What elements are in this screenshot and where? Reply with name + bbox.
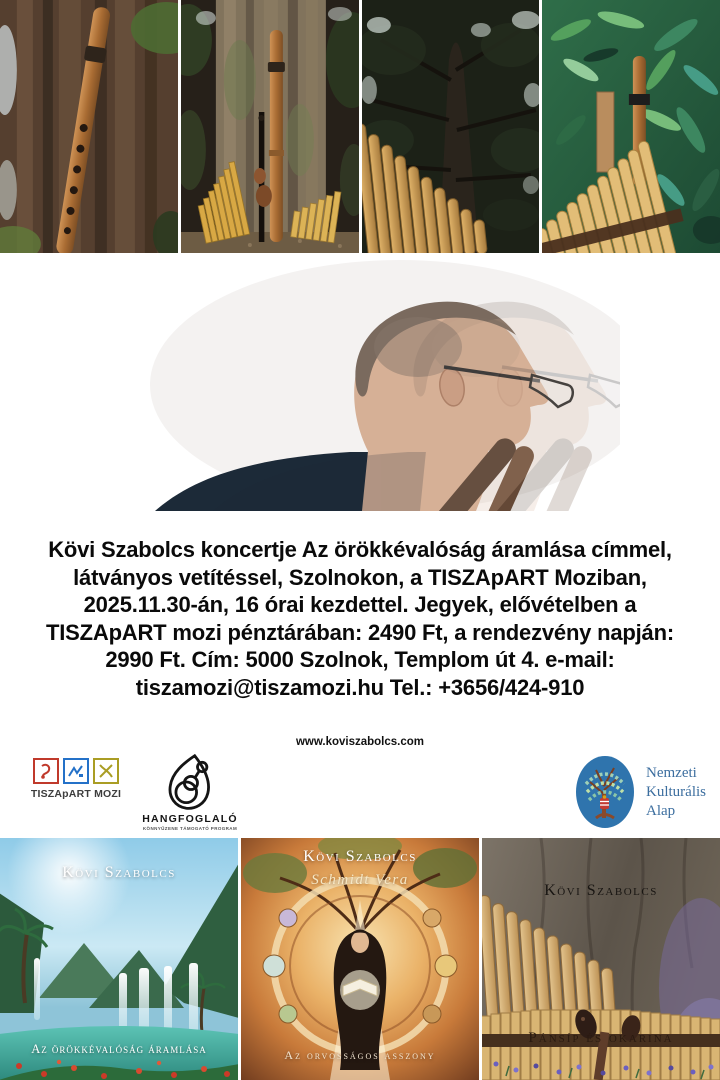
announcement-line: 2025.11.30-án, 16 órai kezdettel. Jegyek, elővételben a [83,592,637,617]
announcement-line: Kövi Szabolcs koncertje Az örökkévalóság áramlása címmel, [48,537,672,562]
hangfoglalo-logo-sublabel: KÖNNYŰZENE TÁMOGATÓ PROGRAM [142,826,238,831]
album2-title: Az orvosságos asszony [284,1048,436,1062]
album-cover-orvossagos-asszony [241,838,479,1080]
photo-panflute-in-bamboo [542,0,720,253]
photo-flute-on-redwood [0,0,178,253]
photo-flutes-at-tree-base [181,0,359,253]
nka-logo-text [646,764,706,821]
album3-artist: Kövi Szabolcs [544,882,658,899]
announcement-line: TISZApART mozi pénztárában: 2490 Ft, a rendezvény napján: [46,619,674,645]
sponsor-logos-row [0,752,720,836]
announcement-line: 2990 Ft. Cím: 5000 Szolnok, Templom út 4. e-mail: [105,647,615,672]
portrait-flute-player [0,253,720,511]
tiszapart-mozi-logo [18,758,134,800]
tiszapart-olive-square-icon [93,758,119,784]
album1-title: Az örökkévalóság áramlása [31,1042,207,1056]
nka-text-line1: Nemzeti [646,764,697,781]
hangfoglalo-logo [140,752,240,831]
photo-panpipes-under-canopy [362,0,540,253]
announcement-text [0,536,720,701]
nka-logo [574,754,706,830]
tiszapart-logo-squares [18,758,134,784]
album1-artist: Kövi Szabolcs [62,864,176,881]
nka-text-line3: Alap [646,802,676,819]
album2-artist2: Schmidt Vera [311,872,409,888]
album-covers-row [0,838,720,1080]
hangfoglalo-logo-label: HANGFOGLALÓ [142,813,238,825]
album-cover-pansip-es-okarina [482,838,720,1080]
announcement-line: látványos vetítéssel, Szolnokon, a TISZApART Moziban, [73,564,647,590]
announcement-line: tiszamozi@tiszamozi.hu Tel.: +3656/424-910 [135,674,585,700]
tiszapart-blue-square-icon [63,758,89,784]
album3-title: Pánsíp és okarina [528,1030,674,1046]
hangfoglalo-pick-icon [163,752,217,812]
tiszapart-red-square-icon [33,758,59,784]
nka-tree-icon [574,754,636,830]
album-cover-orokkevalosag [0,838,238,1080]
nka-text-line2: Kulturális [646,783,706,800]
album2-artist: Kövi Szabolcs [303,848,417,865]
top-photo-strip [0,0,720,253]
website-url: www.koviszabolcs.com [295,736,425,748]
tiszapart-logo-label: TISZApART MOZI [30,788,122,800]
